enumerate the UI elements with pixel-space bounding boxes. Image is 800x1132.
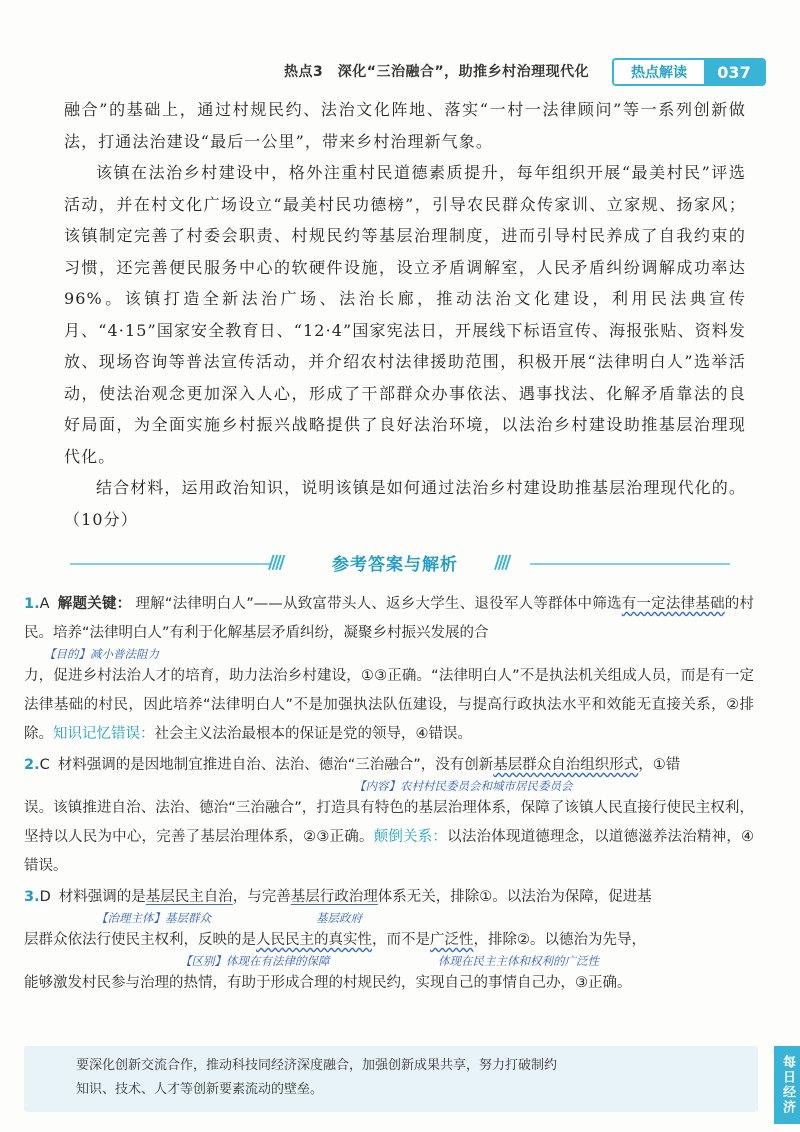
answer-text: 材料强调的是 (58, 889, 146, 905)
handwritten-note: 基层政府 (316, 911, 362, 925)
answer-text: 社会主义法治最根本的保证是党的领导，④错误。 (154, 726, 472, 742)
answer-text: ，与完善 (232, 889, 291, 905)
paragraph: 该镇在法治乡村建设中，格外注重村民道德素质提升，每年组织开展“最美村民”评选活动，并在村文化广场设立“最美村民功德榜”，引导农民群众传家训、立家规、扬家风；该镇制定完善了村委会职责、村规民约等基层治理制度，进而引导村民养成了自我约束的习惯，还完善便民服务中心的软硬件设施，设立矛盾调解室，人民矛盾纠纷调解成功率达96%。该镇打造全新法治广场、法治长廊，推动法治文化建设，利用民法典宣传月、“4·15”国家安全教育日、“12·4”国家宪法日，开展线下标语宣传、海报张贴、资料发放、现场咨询等普法宣传活动，并介绍农村法律援助范围，积极开展“法律明白人”选举活动，使法治观念更加深入人心，形成了干部群众办事依法、遇事找法、化解矛盾靠法的良好局面，为全面实施乡村振兴战略提供了良好法治环境，以法治乡村建设助推基层治理现代化。 (64, 163, 746, 466)
annotated-phrase: 基层行政治理 (290, 889, 378, 905)
quote-line: 知识、技术、人才等创新要素流动的壁垒。 (76, 1082, 324, 1097)
answer-text: 误。该镇推进自治、法治、德治“三治融合”，打造具有特色的基层治理体系，保障了该镇人民直接行使民主权利，坚持以人民为中心，完善了基层治理体系，②③正确。 (24, 800, 754, 845)
annotated-phrase: 有一定法律基础 (621, 596, 725, 612)
answer-text: 的村民。培养“法律明白人”有利于化解基层矛盾纠纷，凝聚乡村振兴发展的合 (24, 596, 755, 641)
handwritten-note: 体现在民主主体和权利的广泛性 (438, 954, 599, 968)
annotated-phrase: 基层群众自治组织形式 (493, 757, 639, 773)
key-label: 解题关键： (57, 596, 132, 612)
badge-label: 热点解读 (614, 60, 704, 84)
handwritten-note-line (24, 908, 754, 928)
quote-line: 要深化创新交流合作，推动科技同经济深度融合，加强创新成果共享，努力打破制约 (76, 1058, 558, 1073)
answer-item (24, 883, 754, 998)
quote-box (24, 1046, 758, 1112)
answer-text: ，而不是 (372, 932, 430, 948)
question-prompt: 结合材料，运用政治知识，说明该镇是如何通过法治乡村建设助推基层治理现代化的。（10分） (64, 478, 746, 529)
answer-text: ，排除②。以德治为先导， (473, 932, 646, 948)
answer-text: 以法治体现道德理念，以道德滋养法治精神，④错误。 (24, 829, 755, 874)
error-type-tag: 颠倒关系： (373, 829, 448, 845)
running-header (0, 58, 800, 84)
chapter-title: 热点3 深化“三治融合”，助推乡村治理现代化 (284, 64, 590, 80)
answer-text: 理解“法律明白人”——从致富带头人、返乡大学生、退役军人等群体中筛选 (135, 596, 622, 612)
handwritten-note-line (24, 644, 754, 664)
answer-item (24, 751, 754, 881)
answer-text: 体系无关，排除①。以法治为保障，促进基 (377, 889, 652, 905)
handwritten-note: 【治理主体】基层群众 (96, 911, 211, 925)
answer-item (24, 590, 754, 749)
answer-text: ，①错 (638, 757, 681, 773)
answer-letter: A (39, 596, 50, 612)
error-type-tag: 知识记忆错误： (53, 726, 155, 742)
banner-line-left (70, 563, 270, 565)
answer-number: 2. (24, 757, 40, 773)
handwritten-note-line (24, 951, 754, 971)
answer-letter: D (39, 889, 51, 905)
quote-text (76, 1054, 696, 1102)
section-badge (612, 58, 766, 86)
handwritten-note: 【区别】体现在有法律的保障 (180, 954, 330, 968)
annotated-phrase: 基层民主自治 (145, 889, 233, 905)
answer-list (24, 590, 754, 1000)
annotated-phrase: 广泛性 (430, 932, 474, 948)
banner-slash-left: //// (268, 552, 283, 573)
annotated-phrase: 人民民主的真实性 (256, 932, 372, 948)
section-title: 参考答案与解析 (332, 555, 458, 575)
banner-slash-right: //// (494, 552, 509, 573)
material-text (64, 94, 746, 535)
banner-line-right (530, 563, 730, 565)
side-tab: 每日经济 (774, 1046, 800, 1124)
answer-letter: C (39, 757, 50, 773)
answer-text: 材料强调的是因地制宜推进自治、法治、德治“三治融合”，没有创新 (57, 757, 494, 773)
handwritten-note: 【目的】减小普法阻力 (44, 647, 159, 661)
answer-text: 层群众依法行使民主权利，反映的是 (24, 932, 256, 948)
paragraph-continued: 融合”的基础上，通过村规民约、法治文化阵地、落实“一村一法律顾问”等一系列创新做法，打通法治建设“最后一公里”，带来乡村治理新气象。 (64, 100, 746, 151)
handwritten-note: 【内容】农村村民委员会和城市居民委员会 (354, 779, 573, 793)
answer-text: 能够激发村民参与治理的热情，有助于形成合理的村规民约，实现自己的事情自己办，③正确。 (24, 975, 632, 991)
answer-text: 力，促进乡村法治人才的培育，助力法治乡村建设，①③正确。“法律明白人”不是执法机关组成人员，而是有一定法律基础的村民，因此培养“法律明白人”不是加强执法队伍建设，与提高行政执法水平和效能无直接关系，②排除。 (24, 668, 754, 742)
answer-number: 1. (24, 596, 40, 612)
page-number: 037 (704, 60, 764, 84)
answer-section-banner (0, 550, 800, 578)
answer-number: 3. (24, 889, 40, 905)
handwritten-note-line (24, 776, 754, 796)
